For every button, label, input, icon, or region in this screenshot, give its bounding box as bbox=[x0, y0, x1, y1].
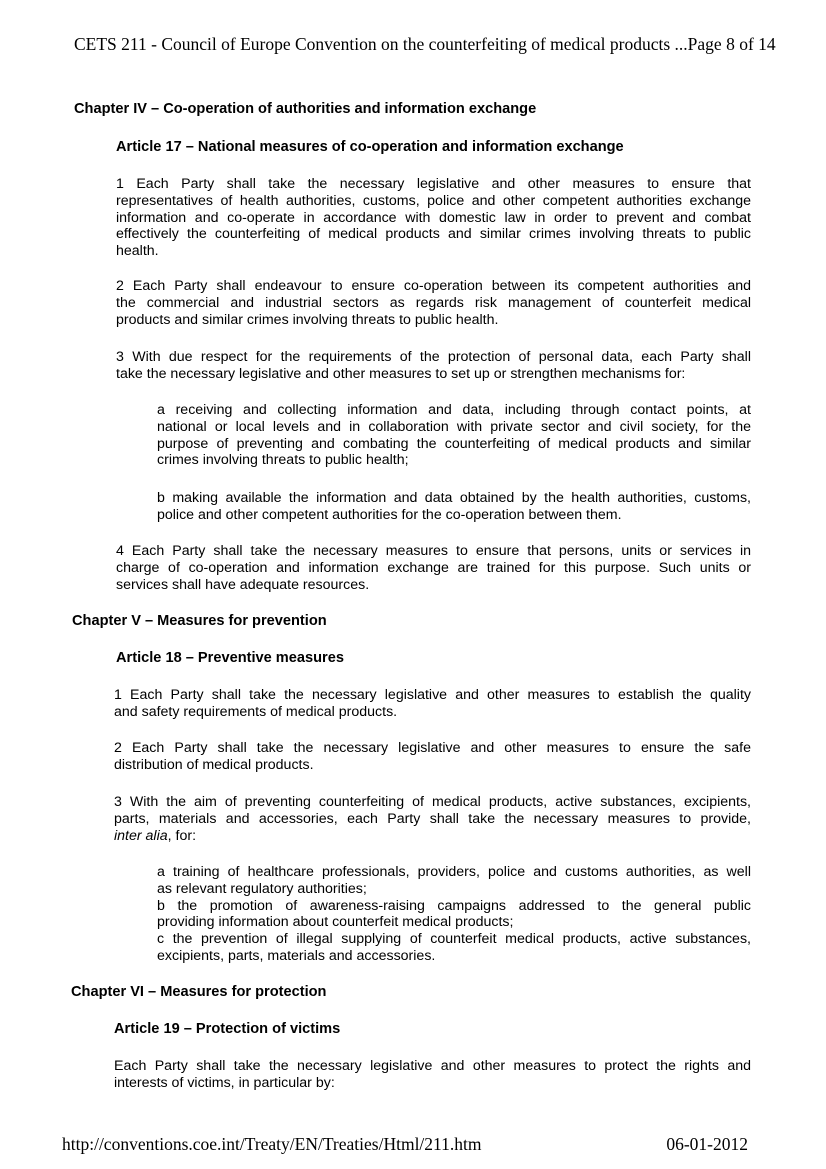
chapter-heading: Chapter IV – Co-operation of authorities and information exchange bbox=[74, 101, 537, 117]
paragraph: 1 Each Party shall take the necessary legislative and other measures to ensure that representatives of health authorities, customs, police and other competent authorities exchange information and co-operate in accordance with domestic law in order to prevent and combat effectively the counterfeiting of medical products and similar crimes involving threats to public health. bbox=[116, 176, 751, 260]
paragraph: 2 Each Party shall endeavour to ensure co-operation between its competent authorities and the commercial and industrial sectors as regards risk management of counterfeit medical products and similar crimes involving threats to public health. bbox=[116, 278, 751, 328]
list-item: a receiving and collecting information and data, including through contact points, at national or local levels and in collaboration with private sector and civil society, for the purpose of preventing and combating the counterfeiting of medical products and similar crimes involving threats to public health; bbox=[157, 402, 751, 469]
header-page-number: Page 8 of 14 bbox=[687, 34, 776, 54]
footer-url: http://conventions.coe.int/Treaty/EN/Treaties/Html/211.htm bbox=[62, 1134, 482, 1154]
chapter-heading: Chapter VI – Measures for protection bbox=[71, 984, 327, 1000]
page-footer bbox=[62, 1134, 748, 1155]
paragraph: Each Party shall take the necessary legislative and other measures to protect the rights and interests of victims, in particular by: bbox=[114, 1058, 751, 1091]
footer-date: 06-01-2012 bbox=[666, 1134, 748, 1154]
paragraph: 2 Each Party shall take the necessary legislative and other measures to ensure the safe distribution of medical products. bbox=[114, 740, 751, 773]
paragraph: 3 With the aim of preventing counterfeiting of medical products, active substances, excipients, parts, materials and accessories, each Party shall take the necessary measures to provide, inter alia, for: bbox=[114, 794, 751, 844]
paragraph: 3 With due respect for the requirements of the protection of personal data, each Party shall take the necessary legislative and other measures to set up or strengthen mechanisms for: bbox=[116, 349, 751, 382]
chapter-heading: Chapter V – Measures for prevention bbox=[72, 613, 327, 629]
list: a training of healthcare professionals, providers, police and customs authorities, as well as relevant regulatory authorities; b the promotion of awareness-raising campaigns addressed to the general public providing information about counterfeit medical products; c the prevention of illegal supplying of counterfeit medical products, active substances, excipients, parts, materials and accessories. bbox=[157, 864, 751, 964]
article-heading: Article 19 – Protection of victims bbox=[114, 1021, 341, 1037]
header-title: CETS 211 - Council of Europe Convention on the counterfeiting of medical products ... bbox=[74, 34, 688, 54]
article-heading: Article 17 – National measures of co-operation and information exchange bbox=[116, 139, 624, 155]
list-item: b making available the information and data obtained by the health authorities, customs, police and other competent authorities for the co-operation between them. bbox=[157, 490, 751, 523]
page-header bbox=[74, 34, 776, 55]
paragraph: 1 Each Party shall take the necessary legislative and other measures to establish the quality and safety requirements of medical products. bbox=[114, 687, 751, 720]
paragraph: 4 Each Party shall take the necessary measures to ensure that persons, units or services in charge of co-operation and information exchange are trained for this purpose. Such units or services shall have adequate resources. bbox=[116, 543, 751, 593]
article-heading: Article 18 – Preventive measures bbox=[116, 650, 344, 666]
